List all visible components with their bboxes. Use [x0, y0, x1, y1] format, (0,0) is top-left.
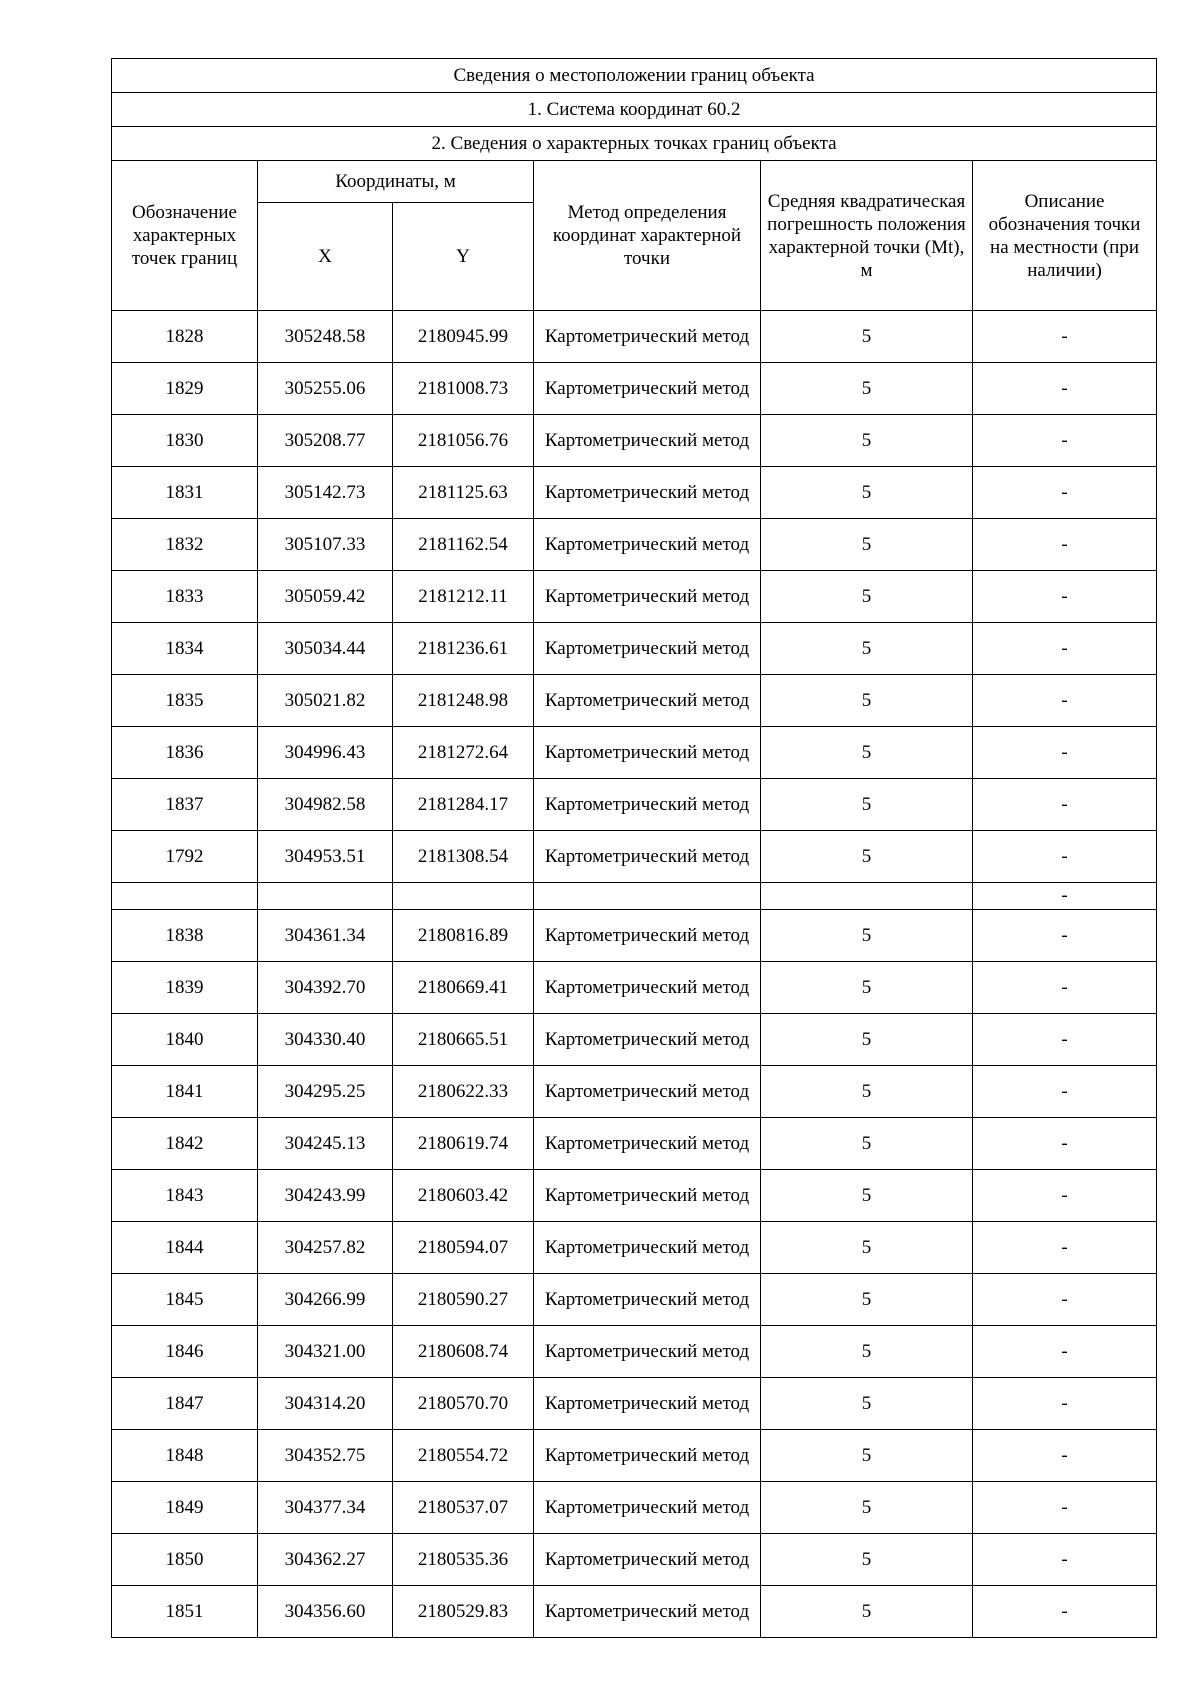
y-cell: 2180669.41 [393, 962, 534, 1014]
y-cell: 2180570.70 [393, 1378, 534, 1430]
x-cell: 304314.20 [258, 1378, 393, 1430]
point-cell: 1834 [112, 623, 258, 675]
error-cell: 5 [761, 571, 973, 623]
table-row [112, 883, 1157, 910]
description-cell: - [973, 831, 1157, 883]
method-cell: Картометрический метод [534, 727, 761, 779]
table-row [112, 1118, 1157, 1170]
description-cell: - [973, 571, 1157, 623]
boundary-points-table [111, 58, 1157, 1638]
x-cell: 304295.25 [258, 1066, 393, 1118]
x-cell: 304245.13 [258, 1118, 393, 1170]
method-cell: Картометрический метод [534, 1222, 761, 1274]
x-cell: 304361.34 [258, 910, 393, 962]
description-cell: - [973, 675, 1157, 727]
x-cell: 304330.40 [258, 1014, 393, 1066]
method-cell: Картометрический метод [534, 623, 761, 675]
error-cell: 5 [761, 1014, 973, 1066]
method-cell: Картометрический метод [534, 675, 761, 727]
point-cell: 1837 [112, 779, 258, 831]
point-cell: 1848 [112, 1430, 258, 1482]
y-cell: 2180537.07 [393, 1482, 534, 1534]
point-cell [112, 883, 258, 910]
error-cell: 5 [761, 831, 973, 883]
method-cell: Картометрический метод [534, 415, 761, 467]
description-cell: - [973, 910, 1157, 962]
error-cell: 5 [761, 1482, 973, 1534]
description-cell: - [973, 519, 1157, 571]
coordinate-system: 1. Система координат 60.2 [112, 93, 1157, 127]
method-cell: Картометрический метод [534, 519, 761, 571]
section-title: 2. Сведения о характерных точках границ объекта [112, 127, 1157, 161]
description-cell: - [973, 962, 1157, 1014]
description-cell: - [973, 1274, 1157, 1326]
error-cell: 5 [761, 623, 973, 675]
error-cell: 5 [761, 675, 973, 727]
point-cell: 1844 [112, 1222, 258, 1274]
table-row [112, 363, 1157, 415]
description-cell: - [973, 1534, 1157, 1586]
method-cell [534, 883, 761, 910]
table-row [112, 1170, 1157, 1222]
x-cell: 304392.70 [258, 962, 393, 1014]
error-cell: 5 [761, 467, 973, 519]
method-cell: Картометрический метод [534, 1534, 761, 1586]
x-cell: 304321.00 [258, 1326, 393, 1378]
table-row [112, 415, 1157, 467]
description-cell: - [973, 1586, 1157, 1638]
method-cell: Картометрический метод [534, 1274, 761, 1326]
point-cell: 1829 [112, 363, 258, 415]
method-cell: Картометрический метод [534, 467, 761, 519]
method-cell: Картометрический метод [534, 1326, 761, 1378]
table-row [112, 1482, 1157, 1534]
y-cell: 2180554.72 [393, 1430, 534, 1482]
table-row [112, 467, 1157, 519]
error-cell: 5 [761, 1066, 973, 1118]
y-cell: 2181125.63 [393, 467, 534, 519]
table-row [112, 519, 1157, 571]
y-cell: 2181212.11 [393, 571, 534, 623]
table-row [112, 1378, 1157, 1430]
table-row [112, 1066, 1157, 1118]
description-cell: - [973, 1482, 1157, 1534]
description-cell: - [973, 363, 1157, 415]
y-cell: 2181008.73 [393, 363, 534, 415]
point-cell: 1828 [112, 311, 258, 363]
table-row [112, 910, 1157, 962]
x-cell [258, 883, 393, 910]
x-cell: 305248.58 [258, 311, 393, 363]
error-cell: 5 [761, 1534, 973, 1586]
description-cell: - [973, 1222, 1157, 1274]
point-cell: 1840 [112, 1014, 258, 1066]
x-cell: 305034.44 [258, 623, 393, 675]
description-cell: - [973, 727, 1157, 779]
method-cell: Картометрический метод [534, 779, 761, 831]
table-row [112, 1274, 1157, 1326]
y-cell: 2181248.98 [393, 675, 534, 727]
point-cell: 1846 [112, 1326, 258, 1378]
y-cell: 2181056.76 [393, 415, 534, 467]
error-cell: 5 [761, 519, 973, 571]
error-cell: 5 [761, 1118, 973, 1170]
error-cell: 5 [761, 311, 973, 363]
error-cell: 5 [761, 779, 973, 831]
y-cell [393, 883, 534, 910]
point-cell: 1830 [112, 415, 258, 467]
y-cell: 2180529.83 [393, 1586, 534, 1638]
x-cell: 305208.77 [258, 415, 393, 467]
table-row [112, 1534, 1157, 1586]
y-cell: 2181308.54 [393, 831, 534, 883]
method-cell: Картометрический метод [534, 1014, 761, 1066]
method-cell: Картометрический метод [534, 311, 761, 363]
method-cell: Картометрический метод [534, 571, 761, 623]
method-cell: Картометрический метод [534, 1378, 761, 1430]
x-cell: 304982.58 [258, 779, 393, 831]
error-cell: 5 [761, 962, 973, 1014]
table-row [112, 1430, 1157, 1482]
method-cell: Картометрический метод [534, 1118, 761, 1170]
error-cell [761, 883, 973, 910]
point-cell: 1836 [112, 727, 258, 779]
y-cell: 2181162.54 [393, 519, 534, 571]
description-cell: - [973, 883, 1157, 910]
y-cell: 2180590.27 [393, 1274, 534, 1326]
description-cell: - [973, 1326, 1157, 1378]
description-cell: - [973, 1378, 1157, 1430]
x-cell: 305255.06 [258, 363, 393, 415]
header-method: Метод определения координат характерной точки [534, 161, 761, 311]
error-cell: 5 [761, 1430, 973, 1482]
y-cell: 2180535.36 [393, 1534, 534, 1586]
y-cell: 2180622.33 [393, 1066, 534, 1118]
point-cell: 1831 [112, 467, 258, 519]
y-cell: 2180603.42 [393, 1170, 534, 1222]
header-description: Описание обозначения точки на местности (при наличии) [973, 161, 1157, 311]
x-cell: 304243.99 [258, 1170, 393, 1222]
description-cell: - [973, 623, 1157, 675]
method-cell: Картометрический метод [534, 1430, 761, 1482]
description-cell: - [973, 779, 1157, 831]
error-cell: 5 [761, 910, 973, 962]
header-point: Обозначение характерных точек границ [112, 161, 258, 311]
y-cell: 2180608.74 [393, 1326, 534, 1378]
description-cell: - [973, 1118, 1157, 1170]
method-cell: Картометрический метод [534, 1170, 761, 1222]
table-row [112, 831, 1157, 883]
x-cell: 304266.99 [258, 1274, 393, 1326]
point-cell: 1835 [112, 675, 258, 727]
table-body [112, 311, 1157, 1638]
point-cell: 1839 [112, 962, 258, 1014]
table-row [112, 779, 1157, 831]
method-cell: Картометрический метод [534, 1482, 761, 1534]
y-cell: 2180816.89 [393, 910, 534, 962]
description-cell: - [973, 311, 1157, 363]
description-cell: - [973, 1430, 1157, 1482]
x-cell: 304996.43 [258, 727, 393, 779]
method-cell: Картометрический метод [534, 1066, 761, 1118]
x-cell: 304356.60 [258, 1586, 393, 1638]
method-cell: Картометрический метод [534, 831, 761, 883]
error-cell: 5 [761, 415, 973, 467]
x-cell: 304352.75 [258, 1430, 393, 1482]
x-cell: 304257.82 [258, 1222, 393, 1274]
header-coords: Координаты, м [258, 161, 534, 203]
point-cell: 1849 [112, 1482, 258, 1534]
point-cell: 1832 [112, 519, 258, 571]
error-cell: 5 [761, 1170, 973, 1222]
point-cell: 1833 [112, 571, 258, 623]
description-cell: - [973, 467, 1157, 519]
point-cell: 1851 [112, 1586, 258, 1638]
table-row [112, 1586, 1157, 1638]
y-cell: 2180665.51 [393, 1014, 534, 1066]
table-row [112, 1014, 1157, 1066]
description-cell: - [973, 1066, 1157, 1118]
error-cell: 5 [761, 727, 973, 779]
point-cell: 1843 [112, 1170, 258, 1222]
x-cell: 305142.73 [258, 467, 393, 519]
error-cell: 5 [761, 1378, 973, 1430]
header-y: Y [393, 203, 534, 311]
table-row [112, 571, 1157, 623]
x-cell: 305107.33 [258, 519, 393, 571]
point-cell: 1841 [112, 1066, 258, 1118]
table-title: Сведения о местоположении границ объекта [112, 59, 1157, 93]
error-cell: 5 [761, 1222, 973, 1274]
description-cell: - [973, 415, 1157, 467]
table-row [112, 1222, 1157, 1274]
error-cell: 5 [761, 1274, 973, 1326]
x-cell: 304953.51 [258, 831, 393, 883]
table-row [112, 727, 1157, 779]
y-cell: 2180594.07 [393, 1222, 534, 1274]
point-cell: 1838 [112, 910, 258, 962]
x-cell: 304377.34 [258, 1482, 393, 1534]
point-cell: 1847 [112, 1378, 258, 1430]
point-cell: 1845 [112, 1274, 258, 1326]
method-cell: Картометрический метод [534, 910, 761, 962]
error-cell: 5 [761, 363, 973, 415]
point-cell: 1842 [112, 1118, 258, 1170]
y-cell: 2181236.61 [393, 623, 534, 675]
x-cell: 304362.27 [258, 1534, 393, 1586]
header-error: Средняя квадратическая погрешность положения характерной точки (Mt), м [761, 161, 973, 311]
header-x: X [258, 203, 393, 311]
table-row [112, 675, 1157, 727]
x-cell: 305059.42 [258, 571, 393, 623]
error-cell: 5 [761, 1586, 973, 1638]
error-cell: 5 [761, 1326, 973, 1378]
table-row [112, 623, 1157, 675]
y-cell: 2181272.64 [393, 727, 534, 779]
table-row [112, 962, 1157, 1014]
description-cell: - [973, 1170, 1157, 1222]
method-cell: Картометрический метод [534, 1586, 761, 1638]
method-cell: Картометрический метод [534, 962, 761, 1014]
table-row [112, 1326, 1157, 1378]
y-cell: 2180619.74 [393, 1118, 534, 1170]
x-cell: 305021.82 [258, 675, 393, 727]
description-cell: - [973, 1014, 1157, 1066]
point-cell: 1850 [112, 1534, 258, 1586]
method-cell: Картометрический метод [534, 363, 761, 415]
point-cell: 1792 [112, 831, 258, 883]
y-cell: 2180945.99 [393, 311, 534, 363]
y-cell: 2181284.17 [393, 779, 534, 831]
table-row [112, 311, 1157, 363]
